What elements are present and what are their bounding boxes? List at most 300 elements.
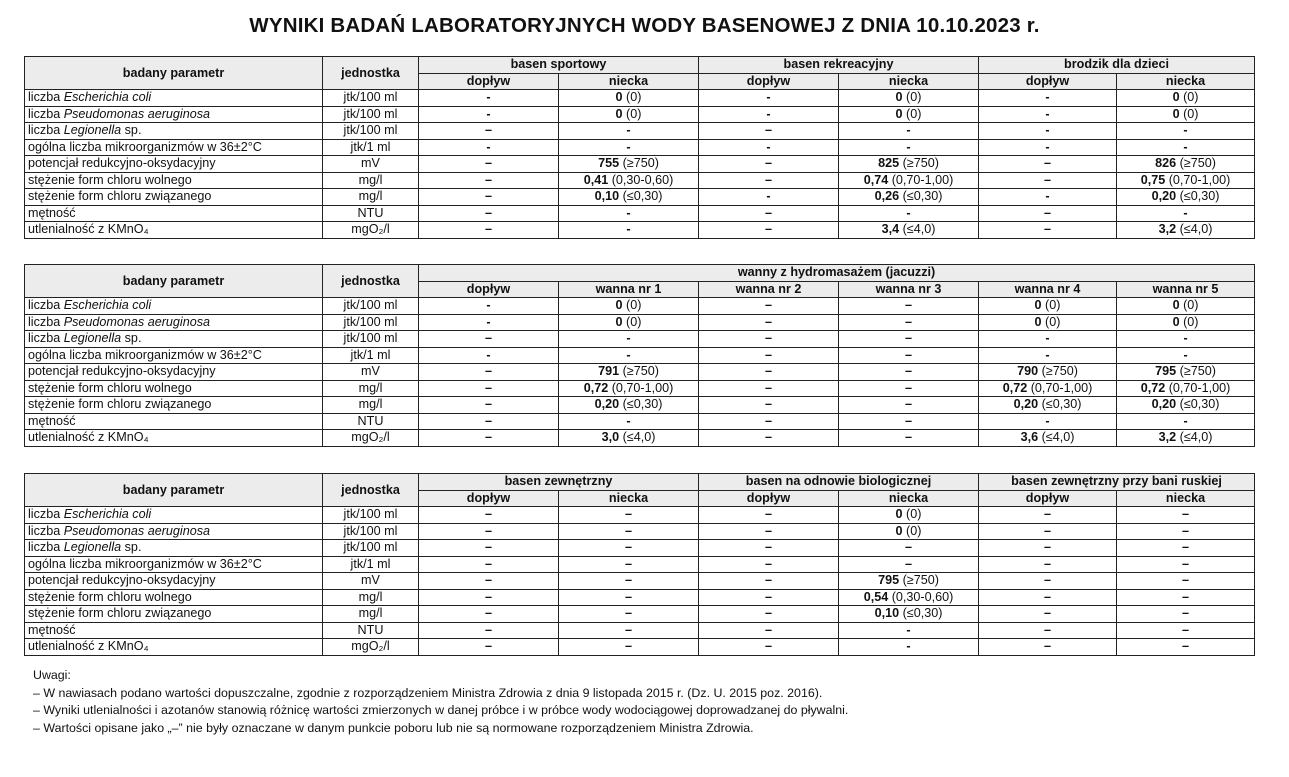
param-text: stężenie form chloru związanego (28, 397, 212, 412)
value-cell (419, 298, 559, 315)
note-item: – Wyniki utlenialności i azotanów stanowią różnicę wartości zmierzonych w danej próbce i w próbce wody wodociągowej doprowadzanej do pływalni. (33, 703, 849, 717)
value-cell (419, 314, 559, 331)
value-cell (979, 380, 1117, 397)
measured-value: - (626, 139, 631, 154)
parameter-name (25, 347, 323, 364)
param-suffix: sp. (121, 123, 142, 138)
measured-value: – (764, 205, 772, 220)
value-cell (1117, 106, 1255, 123)
measured-value: – (624, 556, 632, 571)
limit-value: (0) (1179, 314, 1199, 329)
unit-cell: mg/l (323, 397, 419, 414)
measured-value: - (1183, 347, 1188, 362)
param-italic: Pseudomonas aeruginosa (63, 523, 211, 538)
note-item: – Wartości opisane jako „–” nie były oznaczane w danym punkcie poboru lub nie są normowane rozporządzeniem Ministra Zdrowia. (33, 720, 754, 735)
measured-value: – (904, 331, 912, 346)
limit-value: (≥750) (1038, 364, 1078, 379)
table-row (25, 556, 1255, 573)
measured-value: – (484, 556, 492, 571)
table-row (25, 380, 1255, 397)
value-cell (1117, 606, 1255, 623)
value-cell (839, 364, 979, 381)
value-cell (419, 413, 559, 430)
limit-value: (0) (622, 90, 642, 105)
value-cell (559, 589, 699, 606)
value-cell (559, 364, 699, 381)
unit-cell: NTU (323, 413, 419, 430)
value-cell (559, 540, 699, 557)
header-subcolumn: wanna nr 5 (1117, 281, 1255, 298)
header-subcolumn: wanna nr 4 (979, 281, 1117, 298)
param-italic: Escherichia coli (63, 298, 152, 313)
header-parameter: badany parametr (25, 57, 323, 90)
measured-value: 0 (895, 106, 903, 121)
measured-value: – (1182, 523, 1190, 538)
value-cell (979, 106, 1117, 123)
value-cell (1117, 556, 1255, 573)
measured-value: 0 (615, 298, 623, 313)
table-row (25, 331, 1255, 348)
measured-value: 0 (1172, 298, 1180, 313)
parameter-name (25, 205, 323, 222)
value-cell (559, 573, 699, 590)
value-cell (699, 205, 839, 222)
measured-value: – (484, 622, 492, 637)
measured-value: 3,6 (1020, 430, 1039, 445)
measured-value: – (904, 314, 912, 329)
header-group: brodzik dla dzieci (979, 57, 1255, 74)
param-text: liczba (28, 314, 64, 329)
table-row (25, 139, 1255, 156)
value-cell (419, 156, 559, 173)
value-cell (699, 606, 839, 623)
measured-value: - (1045, 106, 1050, 121)
value-cell (839, 639, 979, 656)
measured-value: 0 (1172, 106, 1180, 121)
value-cell (1117, 156, 1255, 173)
unit-cell: NTU (323, 622, 419, 639)
measured-value: – (764, 397, 772, 412)
parameter-name (25, 139, 323, 156)
unit-cell: jtk/100 ml (323, 331, 419, 348)
value-cell (559, 347, 699, 364)
measured-value: 0,75 (1140, 172, 1166, 187)
value-cell (699, 347, 839, 364)
table-row (25, 189, 1255, 206)
header-subcolumn: dopływ (979, 490, 1117, 507)
measured-value: – (1182, 606, 1190, 621)
value-cell (839, 606, 979, 623)
table-row (25, 397, 1255, 414)
results-table (24, 473, 1255, 656)
measured-value: – (1182, 639, 1190, 654)
measured-value: – (764, 523, 772, 538)
value-cell (1117, 298, 1255, 315)
value-cell (1117, 347, 1255, 364)
measured-value: 0,10 (874, 606, 900, 621)
unit-cell: jtk/1 ml (323, 347, 419, 364)
parameter-name (25, 123, 323, 140)
value-cell (1117, 172, 1255, 189)
unit-cell: mgO₂/l (323, 639, 419, 656)
measured-value: - (766, 139, 771, 154)
measured-value: – (484, 589, 492, 604)
measured-value: – (624, 589, 632, 604)
value-cell (699, 507, 839, 524)
value-cell (559, 430, 699, 447)
value-cell (419, 507, 559, 524)
measured-value: – (1182, 589, 1190, 604)
header-group: basen zewnętrzny przy bani ruskiej (979, 474, 1255, 491)
value-cell (1117, 222, 1255, 239)
param-text: potencjał redukcyjno-oksydacyjny (28, 364, 216, 379)
unit-cell: jtk/1 ml (323, 556, 419, 573)
measured-value: – (484, 540, 492, 555)
measured-value: – (764, 622, 772, 637)
value-cell (839, 314, 979, 331)
param-text: stężenie form chloru wolnego (28, 380, 192, 395)
header-group: basen rekreacyjny (699, 57, 979, 74)
measured-value: - (626, 347, 631, 362)
value-cell (1117, 397, 1255, 414)
measured-value: 0,20 (594, 397, 620, 412)
measured-value: - (1045, 123, 1050, 138)
value-cell (559, 123, 699, 140)
measured-value: - (1183, 205, 1188, 220)
unit-cell: jtk/100 ml (323, 540, 419, 557)
table-row (25, 507, 1255, 524)
table-row (25, 523, 1255, 540)
unit-cell: jtk/100 ml (323, 314, 419, 331)
unit-cell: mgO₂/l (323, 430, 419, 447)
value-cell (699, 540, 839, 557)
parameter-name (25, 380, 323, 397)
param-text: utlenialność z KMnO₄ (28, 222, 149, 237)
value-cell (839, 523, 979, 540)
param-text: liczba (28, 298, 64, 313)
param-suffix: sp. (121, 331, 142, 346)
param-italic: Escherichia coli (63, 90, 152, 105)
unit-cell: jtk/1 ml (323, 139, 419, 156)
measured-value: 0,54 (863, 589, 889, 604)
value-cell (979, 413, 1117, 430)
table-row (25, 90, 1255, 107)
unit-cell: mV (323, 573, 419, 590)
param-text: utlenialność z KMnO₄ (28, 639, 149, 654)
value-cell (559, 156, 699, 173)
limit-value: (0,70-1,00) (608, 380, 674, 395)
value-cell (839, 573, 979, 590)
measured-value: – (624, 523, 632, 538)
measured-value: 3,4 (881, 222, 900, 237)
value-cell (979, 364, 1117, 381)
measured-value: – (1044, 205, 1052, 220)
value-cell (699, 380, 839, 397)
value-cell (559, 523, 699, 540)
value-cell (699, 622, 839, 639)
value-cell (979, 123, 1117, 140)
header-subcolumn: dopływ (699, 73, 839, 90)
measured-value: – (1044, 156, 1052, 171)
value-cell (979, 606, 1117, 623)
measured-value: – (484, 507, 492, 522)
limit-value: (≤0,30) (1176, 397, 1220, 412)
value-cell (559, 222, 699, 239)
measured-value: – (764, 298, 772, 313)
measured-value: – (764, 413, 772, 428)
measured-value: 0,26 (874, 189, 900, 204)
measured-value: 0,72 (1140, 380, 1166, 395)
value-cell (979, 507, 1117, 524)
unit-cell: jtk/100 ml (323, 90, 419, 107)
value-cell (839, 106, 979, 123)
value-cell (979, 90, 1117, 107)
measured-value: – (904, 556, 912, 571)
value-cell (979, 622, 1117, 639)
param-text: liczba (28, 507, 64, 522)
measured-value: 795 (1155, 364, 1177, 379)
value-cell (979, 573, 1117, 590)
measured-value: 0,41 (583, 172, 609, 187)
limit-value: (0) (1179, 106, 1199, 121)
param-text: mętność (28, 622, 76, 637)
parameter-name (25, 331, 323, 348)
measured-value: – (1043, 540, 1051, 555)
value-cell (699, 314, 839, 331)
parameter-name (25, 397, 323, 414)
measured-value: – (764, 364, 772, 379)
measured-value: - (626, 205, 631, 220)
results-table (24, 264, 1255, 447)
measured-value: – (764, 222, 772, 237)
measured-value: – (1043, 523, 1051, 538)
measured-value: 0 (615, 314, 623, 329)
measured-value: - (906, 123, 911, 138)
unit-cell: jtk/100 ml (323, 507, 419, 524)
measured-value: 0 (1034, 314, 1042, 329)
header-subcolumn: niecka (1117, 73, 1255, 90)
header-subcolumn: dopływ (419, 281, 559, 298)
value-cell (699, 156, 839, 173)
value-cell (979, 222, 1117, 239)
measured-value: – (1043, 639, 1051, 654)
header-subcolumn: wanna nr 3 (839, 281, 979, 298)
value-cell (419, 523, 559, 540)
value-cell (1117, 123, 1255, 140)
limit-value: (≤0,30) (899, 606, 943, 621)
measured-value: – (484, 364, 492, 379)
limit-value: (≤0,30) (619, 189, 663, 204)
table-row (25, 347, 1255, 364)
value-cell (559, 556, 699, 573)
parameter-name (25, 589, 323, 606)
measured-value: - (626, 413, 631, 428)
measured-value: – (484, 430, 492, 445)
parameter-name (25, 314, 323, 331)
measured-value: – (904, 397, 912, 412)
value-cell (839, 156, 979, 173)
param-text: liczba (28, 540, 64, 555)
measured-value: – (904, 347, 912, 362)
value-cell (559, 606, 699, 623)
param-text: stężenie form chloru związanego (28, 189, 212, 204)
table-row (25, 430, 1255, 447)
value-cell (559, 397, 699, 414)
value-cell (979, 172, 1117, 189)
table-row (25, 622, 1255, 639)
value-cell (979, 139, 1117, 156)
measured-value: – (764, 589, 772, 604)
measured-value: 0,20 (1151, 189, 1177, 204)
value-cell (1117, 139, 1255, 156)
measured-value: - (906, 205, 911, 220)
measured-value: - (1045, 189, 1050, 204)
measured-value: - (1045, 139, 1050, 154)
measured-value: 0 (615, 90, 623, 105)
header-subcolumn: niecka (559, 490, 699, 507)
value-cell (699, 139, 839, 156)
measured-value: 3,2 (1158, 222, 1177, 237)
value-cell (419, 123, 559, 140)
header-subcolumn: dopływ (699, 490, 839, 507)
value-cell (1117, 314, 1255, 331)
measured-value: - (766, 106, 771, 121)
measured-value: – (1043, 507, 1051, 522)
parameter-name (25, 298, 323, 315)
parameter-name (25, 364, 323, 381)
value-cell (559, 314, 699, 331)
value-cell (1117, 205, 1255, 222)
measured-value: 791 (598, 364, 620, 379)
measured-value: - (1183, 331, 1188, 346)
measured-value: 795 (878, 573, 900, 588)
parameter-name (25, 430, 323, 447)
value-cell (839, 556, 979, 573)
limit-value: (0) (1041, 298, 1061, 313)
param-text: stężenie form chloru wolnego (28, 172, 192, 187)
measured-value: 0,72 (583, 380, 609, 395)
measured-value: - (766, 189, 771, 204)
unit-cell: jtk/100 ml (323, 123, 419, 140)
measured-value: – (1043, 622, 1051, 637)
table-row (25, 573, 1255, 590)
limit-value: (≥750) (1176, 364, 1216, 379)
measured-value: – (484, 413, 492, 428)
measured-value: – (484, 606, 492, 621)
value-cell (699, 331, 839, 348)
value-cell (1117, 622, 1255, 639)
value-cell (839, 189, 979, 206)
measured-value: – (764, 156, 772, 171)
value-cell (419, 205, 559, 222)
value-cell (979, 523, 1117, 540)
header-subcolumn: dopływ (419, 490, 559, 507)
limit-value: (0) (902, 106, 922, 121)
table-row (25, 540, 1255, 557)
notes (33, 667, 848, 737)
param-text: liczba (28, 90, 64, 105)
measured-value: 0,72 (1002, 380, 1028, 395)
measured-value: – (764, 314, 772, 329)
value-cell (1117, 90, 1255, 107)
value-cell (559, 331, 699, 348)
param-italic: Escherichia coli (63, 507, 152, 522)
limit-value: (≤4,0) (1176, 222, 1213, 237)
measured-value: – (764, 556, 772, 571)
limit-value: (≤0,30) (619, 397, 663, 412)
value-cell (1117, 413, 1255, 430)
value-cell (1117, 364, 1255, 381)
measured-value: 0 (895, 507, 903, 522)
measured-value: - (486, 106, 491, 121)
results-table (24, 56, 1255, 239)
measured-value: 0,20 (1151, 397, 1177, 412)
measured-value: 0 (895, 90, 903, 105)
value-cell (559, 106, 699, 123)
value-cell (1117, 540, 1255, 557)
value-cell (559, 139, 699, 156)
param-italic: Legionella (63, 331, 122, 346)
limit-value: (0) (622, 314, 642, 329)
measured-value: – (904, 380, 912, 395)
header-subcolumn: niecka (559, 73, 699, 90)
value-cell (419, 347, 559, 364)
value-cell (979, 540, 1117, 557)
measured-value: – (484, 222, 492, 237)
measured-value: 0,74 (863, 172, 889, 187)
limit-value: (≤4,0) (1176, 430, 1213, 445)
measured-value: – (764, 639, 772, 654)
measured-value: – (484, 573, 492, 588)
header-subcolumn: wanna nr 2 (699, 281, 839, 298)
param-text: stężenie form chloru wolnego (28, 589, 192, 604)
param-text: liczba (28, 523, 64, 538)
value-cell (699, 222, 839, 239)
limit-value: (≥750) (899, 573, 939, 588)
header-subcolumn: niecka (1117, 490, 1255, 507)
unit-cell: mg/l (323, 189, 419, 206)
parameter-name (25, 413, 323, 430)
header-unit: jednostka (323, 474, 419, 507)
measured-value: – (484, 123, 492, 138)
limit-value: (0,30-0,60) (608, 172, 674, 187)
measured-value: - (1045, 413, 1050, 428)
header-unit: jednostka (323, 57, 419, 90)
table-row (25, 298, 1255, 315)
param-italic: Pseudomonas aeruginosa (63, 106, 211, 121)
measured-value: – (764, 347, 772, 362)
measured-value: – (484, 156, 492, 171)
measured-value: – (484, 331, 492, 346)
limit-value: (0,70-1,00) (1165, 380, 1231, 395)
limit-value: (≤4,0) (1038, 430, 1075, 445)
measured-value: - (1183, 413, 1188, 428)
value-cell (1117, 523, 1255, 540)
measured-value: – (624, 606, 632, 621)
value-cell (979, 347, 1117, 364)
parameter-name (25, 523, 323, 540)
limit-value: (≤0,30) (1038, 397, 1082, 412)
value-cell (839, 172, 979, 189)
measured-value: – (624, 573, 632, 588)
measured-value: - (1045, 347, 1050, 362)
parameter-name (25, 540, 323, 557)
measured-value: – (484, 523, 492, 538)
measured-value: – (904, 298, 912, 313)
value-cell (839, 123, 979, 140)
value-cell (699, 430, 839, 447)
header-group: basen sportowy (419, 57, 699, 74)
